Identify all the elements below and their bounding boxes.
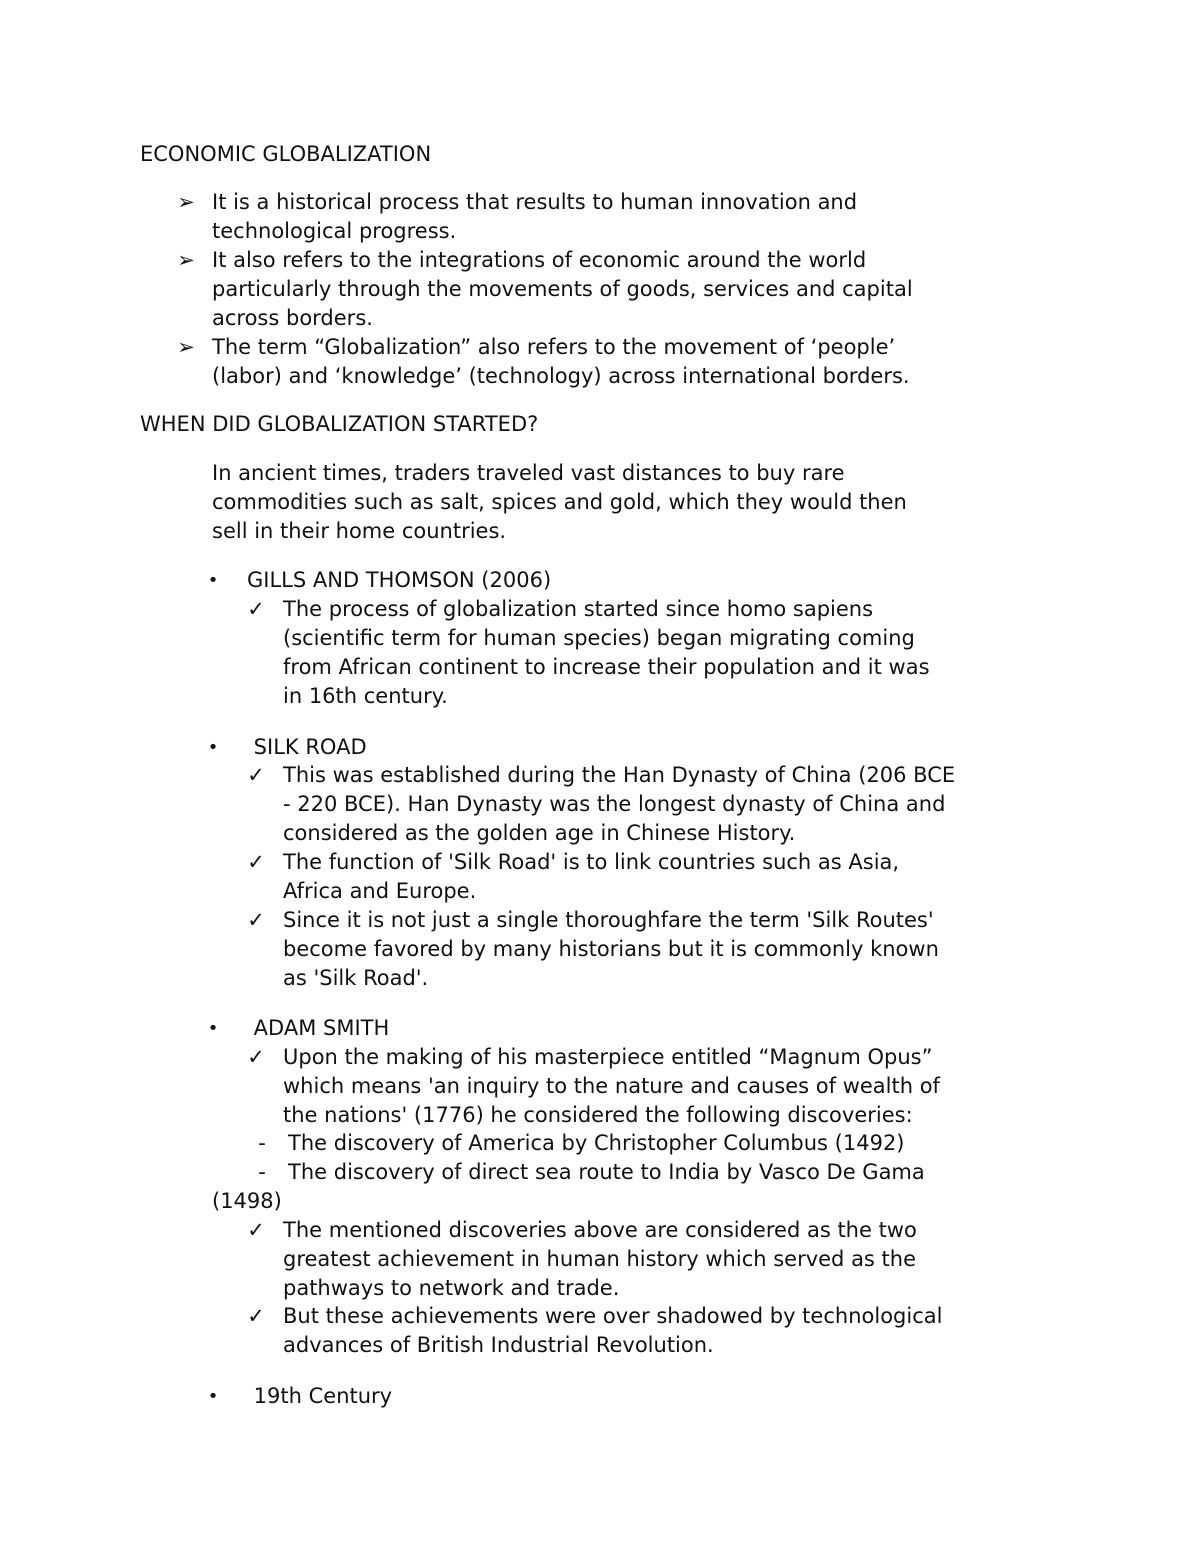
line: This was established during the Han Dynasty of China (206 BCE xyxy=(283,763,956,787)
arrow-bullet-icon: ➢ xyxy=(177,335,195,359)
checkmark-icon: ✓ xyxy=(247,597,265,621)
paragraph xyxy=(212,459,907,546)
list-item xyxy=(212,246,913,333)
list-item: The discovery of America by Christopher Columbus (1492) xyxy=(288,1131,905,1155)
line: as 'Silk Road'. xyxy=(283,966,429,990)
list-item xyxy=(283,1043,940,1130)
line: (scientific term for human species) began migrating coming xyxy=(283,626,915,650)
bullet-icon: • xyxy=(207,570,219,591)
line: The term “Globalization” also refers to the movement of ‘people’ xyxy=(212,335,896,359)
line: It also refers to the integrations of economic around the world xyxy=(212,248,867,272)
line: become favored by many historians but it is commonly known xyxy=(283,937,939,961)
line: The process of globalization started since homo sapiens xyxy=(283,597,874,621)
checkmark-icon: ✓ xyxy=(247,1304,265,1328)
list-item xyxy=(283,761,955,848)
dash-bullet-icon: - xyxy=(258,1160,266,1184)
line: In ancient times, traders traveled vast distances to buy rare xyxy=(212,461,845,485)
checkmark-icon: ✓ xyxy=(247,908,265,932)
line: technological progress. xyxy=(212,219,457,243)
line: considered as the golden age in Chinese History. xyxy=(283,821,796,845)
line: greatest achievement in human history which served as the xyxy=(283,1247,917,1271)
line: It is a historical process that results to human innovation and xyxy=(212,190,858,214)
line: But these achievements were over shadowed by technological xyxy=(283,1304,943,1328)
list-item xyxy=(283,1302,942,1360)
line: which means 'an inquiry to the nature and causes of wealth of xyxy=(283,1074,940,1098)
bullet-icon: • xyxy=(207,1018,219,1039)
line: the nations' (1776) he considered the following discoveries: xyxy=(283,1103,913,1127)
line: pathways to network and trade. xyxy=(283,1276,620,1300)
arrow-bullet-icon: ➢ xyxy=(177,248,195,272)
line: sell in their home countries. xyxy=(212,519,507,543)
checkmark-icon: ✓ xyxy=(247,850,265,874)
bullet-icon: • xyxy=(207,737,219,758)
list-item xyxy=(212,188,857,246)
line: (labor) and ‘knowledge’ (technology) across international borders. xyxy=(212,364,910,388)
list-item: The discovery of direct sea route to India by Vasco De Gama xyxy=(288,1160,925,1184)
list-item xyxy=(283,595,930,711)
line: Since it is not just a single thoroughfare the term 'Silk Routes' xyxy=(283,908,934,932)
dash-bullet-icon: - xyxy=(258,1131,266,1155)
line: Upon the making of his masterpiece entitled “Magnum Opus” xyxy=(283,1045,933,1069)
checkmark-icon: ✓ xyxy=(247,1218,265,1242)
line: in 16th century. xyxy=(283,684,448,708)
subheading-19th-century: 19th Century xyxy=(247,1384,393,1408)
subheading-adam-smith: ADAM SMITH xyxy=(247,1016,390,1040)
subheading-gills: GILLS AND THOMSON (2006) xyxy=(247,568,552,592)
line: - 220 BCE). Han Dynasty was the longest dynasty of China and xyxy=(283,792,946,816)
list-item xyxy=(283,848,899,906)
list-item xyxy=(283,1216,917,1303)
line: commodities such as salt, spices and gold, which they would then xyxy=(212,490,907,514)
checkmark-icon: ✓ xyxy=(247,763,265,787)
checkmark-icon: ✓ xyxy=(247,1045,265,1069)
line: The function of 'Silk Road' is to link countries such as Asia, xyxy=(283,850,900,874)
list-item-continuation: (1498) xyxy=(212,1189,282,1213)
arrow-bullet-icon: ➢ xyxy=(177,190,195,214)
line: Africa and Europe. xyxy=(283,879,477,903)
bullet-icon: • xyxy=(207,1386,219,1407)
line: The mentioned discoveries above are considered as the two xyxy=(283,1218,917,1242)
line: across borders. xyxy=(212,306,373,330)
page-title: ECONOMIC GLOBALIZATION xyxy=(140,142,432,166)
list-item xyxy=(212,333,910,391)
line: particularly through the movements of goods, services and capital xyxy=(212,277,913,301)
line: advances of British Industrial Revolution. xyxy=(283,1333,714,1357)
list-item xyxy=(283,906,939,993)
subheading-silk-road: SILK ROAD xyxy=(247,735,367,759)
line: from African continent to increase their population and it was xyxy=(283,655,930,679)
section-heading: WHEN DID GLOBALIZATION STARTED? xyxy=(140,412,539,436)
